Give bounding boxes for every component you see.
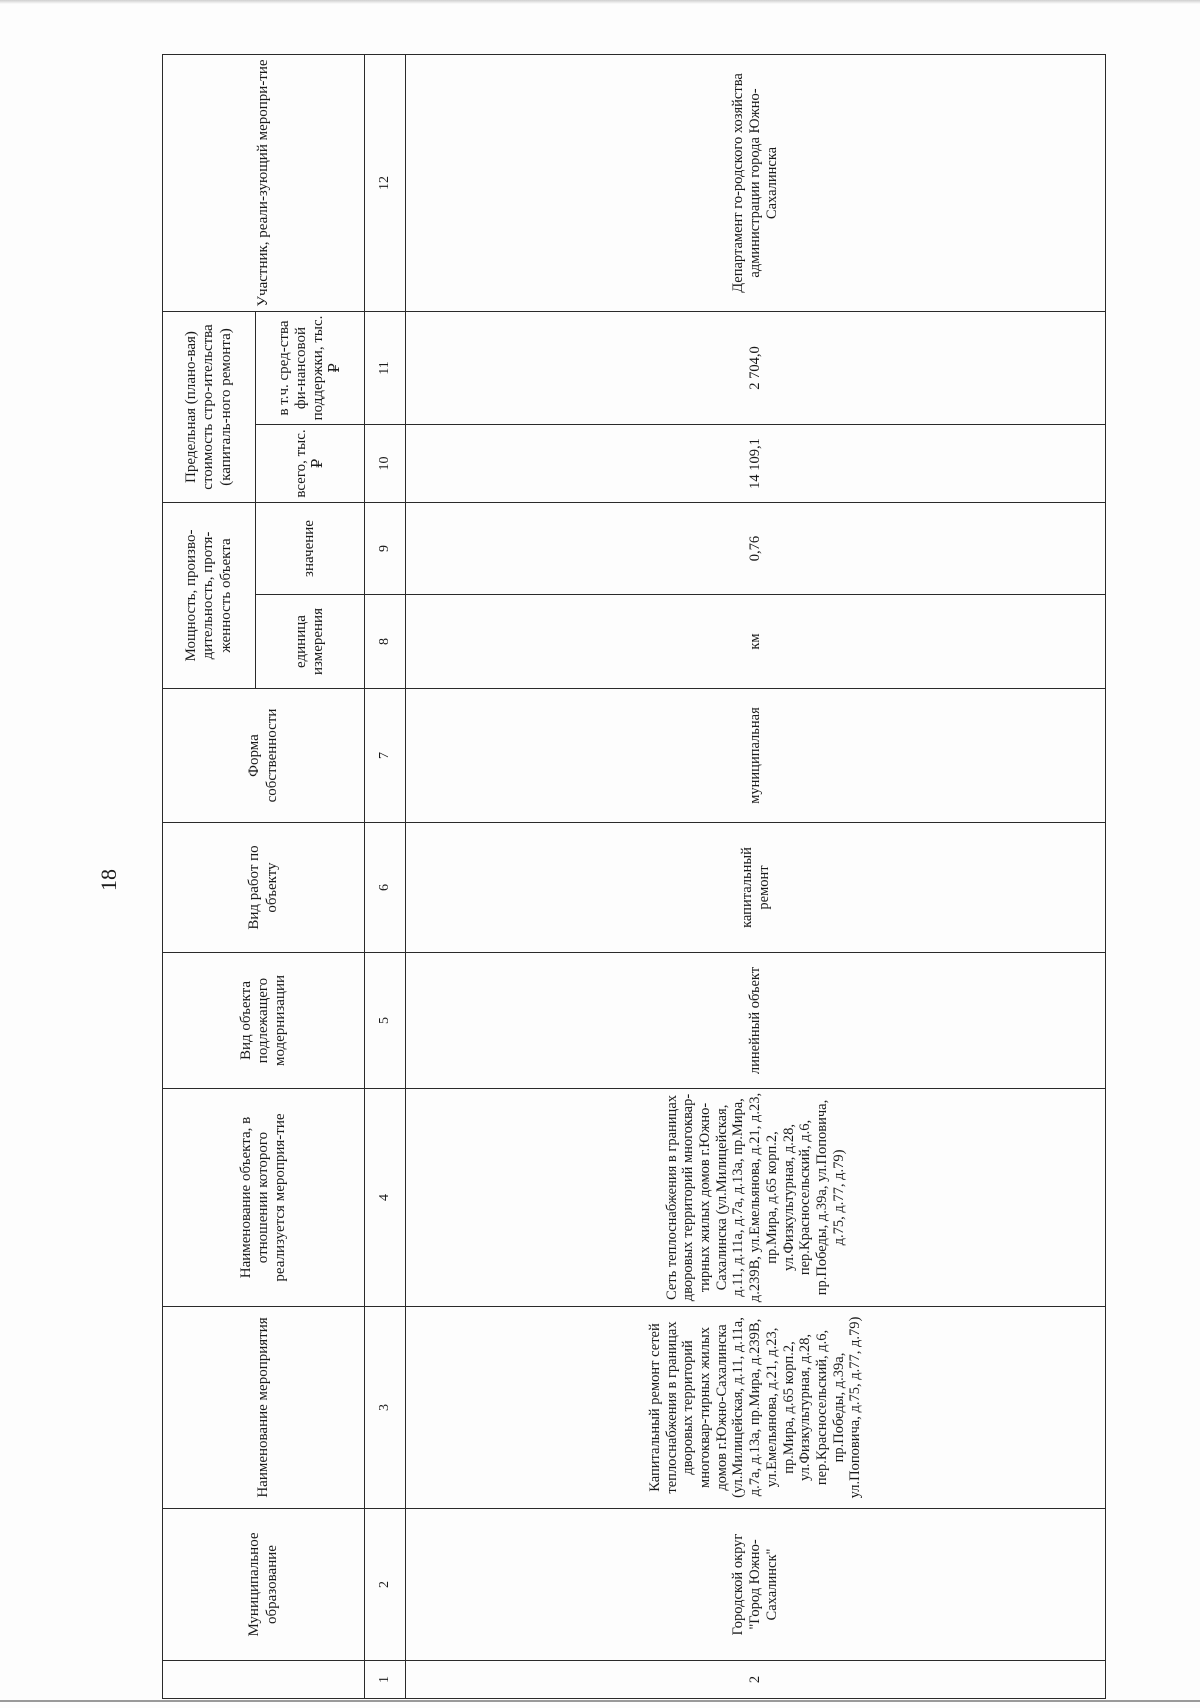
header-measure: Наименование мероприятия [163,1307,365,1509]
column-number: 2 [365,1509,406,1661]
municipality-cell: Городской округ "Город Южно-Сахалинск" [406,1509,1106,1661]
cost-support-cell: 2 704,0 [406,312,1106,425]
ownership-cell: муниципальная [406,689,1106,823]
column-number: 10 [365,425,406,503]
header-col1 [163,1661,365,1699]
column-number: 4 [365,1089,406,1307]
column-number-row [365,55,406,1699]
column-number: 9 [365,503,406,595]
header-cost-support: в т.ч. сред-ства фи-нансовой поддержки, тыс.₽ [256,312,365,425]
column-number: 3 [365,1307,406,1509]
header-municipality: Муниципальное образование [163,1509,365,1661]
page-number: 18 [96,869,121,891]
unit-cell: км [406,595,1106,689]
header-ownership: Форма собственности [163,689,365,823]
column-number: 6 [365,823,406,953]
row-number: 2 [406,1661,1106,1699]
table-row [406,55,1106,1699]
object-cell: Сеть теплоснабжения в границах дворовых территорий многоквар-тирных жилых домов г.Южно-Сахалинска (ул.Милицейская, д.11, д.11а, д.7а, д.13а, пр.Мира, д.239В, ул.Емельянова, д.21, д.23, пр.Мира, д.65 корп.2, ул.Физкультурная, д.28, пер.Красносельский, д.6, пр.Победы, д.39а, ул.Поповича, д.75, д.77, д.79) [406,1089,1106,1307]
cost-total-cell: 14 109,1 [406,425,1106,503]
column-number: 1 [365,1661,406,1699]
header-unit: единица измерения [256,595,365,689]
header-cost-group: Предельная (плано-вая) стоимость стро-ительства (капиталь-ного ремонта) [163,312,256,503]
header-work-type: Вид работ по объекту [163,823,365,953]
measures-table [162,54,1106,1699]
column-number: 7 [365,689,406,823]
header-row-top [163,55,256,1699]
header-cost-total: всего, тыс.₽ [256,425,365,503]
participant-cell: Департамент го-родского хозяйства администрации города Южно-Сахалинска [406,55,1106,312]
value-cell: 0,76 [406,503,1106,595]
object-type-cell: линейный объект [406,953,1106,1089]
scan-edge-bottom [0,1700,1200,1702]
column-number: 8 [365,595,406,689]
rotated-table-wrapper [162,55,1106,1699]
scan-edge-top [0,0,1200,4]
header-capacity-group: Мощность, произво-дительность, протя-женность объекта [163,503,256,689]
column-number: 5 [365,953,406,1089]
column-number: 11 [365,312,406,425]
header-object-type: Вид объекта подлежащего модернизации [163,953,365,1089]
header-value: значение [256,503,365,595]
work-type-cell: капитальный ремонт [406,823,1106,953]
header-object: Наименование объекта, в отношении которого реализуется мероприя-тие [163,1089,365,1307]
measure-cell: Капитальный ремонт сетей теплоснабжения в границах дворовых территорий многоквар-тирных жилых домов г.Южно-Сахалинска (ул.Милицейская, д.11, д.11а, д.7а, д.13а, пр.Мира, д.239В, ул.Емельянова, д.21, д.23, пр.Мира, д.65 корп.2, ул.Физкультурная, д.28, пер.Красносельский, д.6, пр.Победы, д.39а, ул.Поповича, д.75, д.77, д.79) [406,1307,1106,1509]
header-participant: Участник, реали-зующий меропри-тие [163,55,365,312]
column-number: 12 [365,55,406,312]
